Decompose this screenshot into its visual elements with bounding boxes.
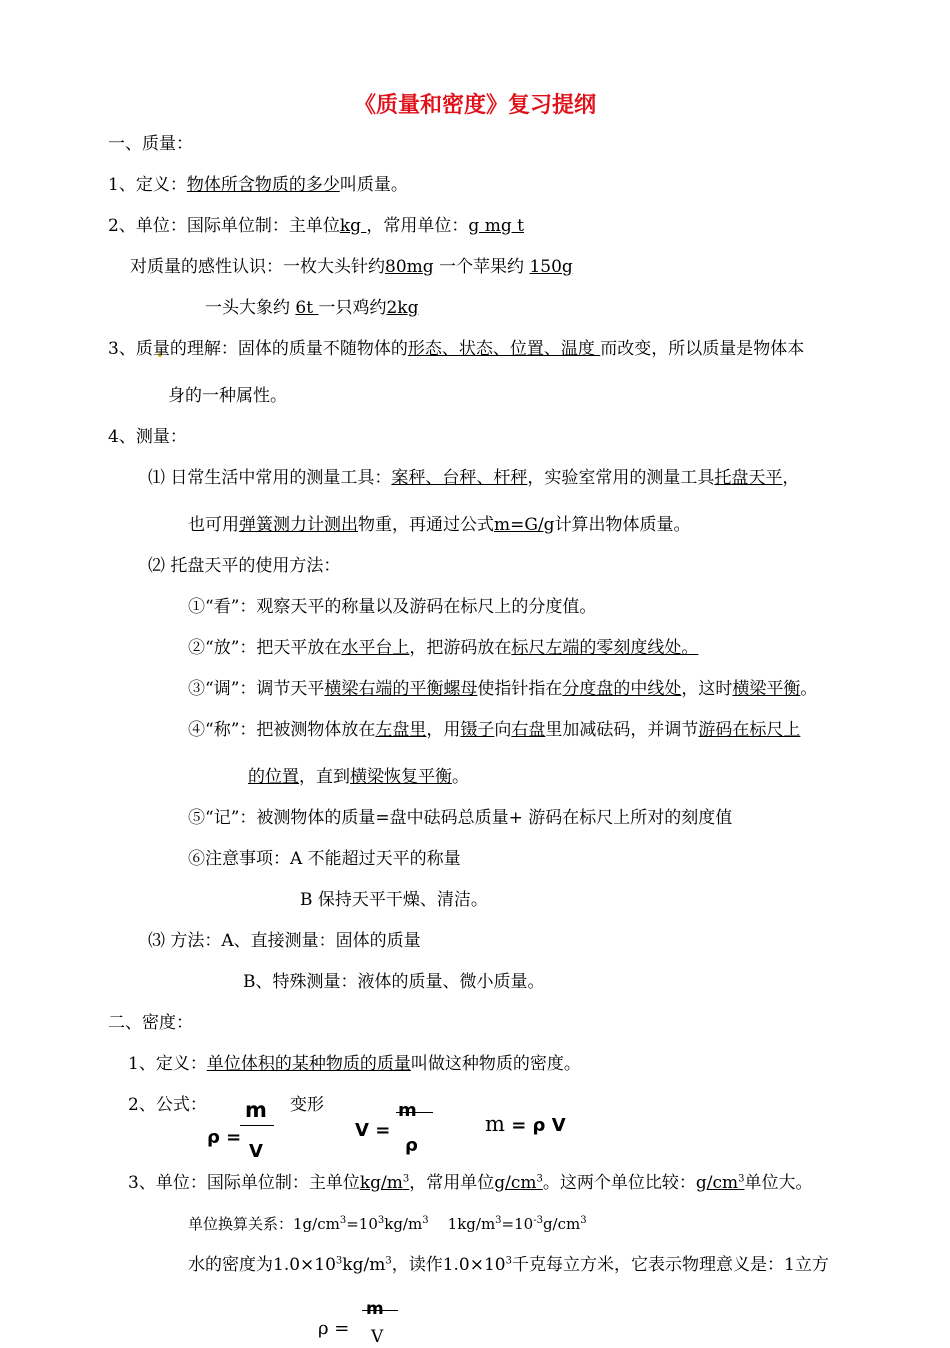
text: ， <box>782 468 800 488</box>
text: =10 <box>501 1215 534 1233</box>
underlined-answer: 横梁右端的平衡螺母 <box>324 679 478 699</box>
underlined-answer: 分度盘的中线处 <box>562 679 682 699</box>
mass-definition <box>108 174 408 196</box>
text: ⑴ 日常生活中常用的测量工具： <box>148 468 392 488</box>
measure-tools <box>148 467 799 489</box>
underlined-answer: 标尺左端的零刻度线处。 <box>511 638 699 658</box>
text: 一只鸡约 <box>318 298 387 318</box>
text: 计算出物体质量。 <box>554 515 691 535</box>
formula-volume-lhs: V = <box>355 1120 391 1141</box>
step-put <box>188 637 698 659</box>
formula-mass-m: m <box>485 1112 505 1136</box>
underlined-answer: 案秤、台秤、杆秤 <box>391 468 528 488</box>
text: 也可用 <box>188 515 239 535</box>
text: 而改变，所以质量是物体本 <box>600 339 805 359</box>
text: ，用 <box>426 720 461 740</box>
underlined-answer <box>360 1173 409 1193</box>
text: =10 <box>346 1215 378 1233</box>
superscript: 3 <box>335 1255 343 1267</box>
fraction-bar <box>240 1125 274 1126</box>
text: 1、定义： <box>108 175 187 195</box>
text: 对质量的感性认识：一枚大头针约 <box>130 257 385 277</box>
density-definition <box>128 1053 581 1075</box>
underlined-answer: 水平台上 <box>341 638 410 658</box>
superscript: 3 <box>580 1215 587 1226</box>
superscript: 3 <box>339 1215 347 1226</box>
text: 使指针指在 <box>477 679 563 699</box>
text: 向 <box>494 720 512 740</box>
fraction-bar <box>396 1112 433 1113</box>
method-direct: ⑶ 方法：A、直接测量：固体的质量 <box>148 931 421 951</box>
text: 3、质量的理解：固体的质量不随物体的 <box>108 339 408 359</box>
text: g/cm <box>494 1173 537 1193</box>
text: g/cm <box>695 1173 739 1193</box>
underlined-answer: 物体所含物质的多少 <box>186 175 340 195</box>
text: ，读作1.0×10 <box>391 1255 506 1275</box>
text: 单位大。 <box>744 1173 813 1193</box>
step-adjust <box>188 678 817 700</box>
mass-sense-line2 <box>205 297 418 319</box>
underlined-answer: 150g <box>529 257 573 277</box>
unit-conversion <box>188 1213 587 1235</box>
text: 3、单位：国际单位制：主单位 <box>128 1173 360 1193</box>
text: 一个苹果约 <box>433 257 530 277</box>
underlined-answer: 的位置 <box>248 767 299 787</box>
superscript: 3 <box>422 1215 429 1226</box>
method-special: B、特殊测量：液体的质量、微小质量。 <box>243 972 545 992</box>
text: 叫做这种物质的密度。 <box>410 1054 581 1074</box>
underlined-answer: 游码在标尺上 <box>698 720 801 740</box>
underlined-answer: 托盘天平 <box>714 468 783 488</box>
formula-transform-label: 变形 <box>290 1095 324 1115</box>
superscript: 3 <box>536 1173 543 1185</box>
text: 物重，再通过公式 <box>358 515 494 535</box>
page-title: 《质量和密度》复习提纲 <box>353 93 596 118</box>
water-density <box>188 1254 829 1276</box>
formula-label: 2、公式： <box>128 1095 207 1115</box>
section-heading-density: 二、密度： <box>108 1013 193 1033</box>
text: 2、单位：国际单位制：主单位 <box>108 216 340 236</box>
mass-sense-line1 <box>130 256 573 278</box>
text: ，实验室常用的测量工具 <box>527 468 715 488</box>
underlined-answer: 2kg <box>386 298 419 318</box>
balance-usage-heading: ⑵ 托盘天平的使用方法： <box>148 556 341 576</box>
step-look: ①“看”：观察天平的称量以及游码在标尺上的分度值。 <box>188 597 597 617</box>
text: 。 <box>800 679 818 699</box>
step-notes-b: B 保持天平干燥、清洁。 <box>300 890 488 910</box>
section-heading-mass: 一、质量： <box>108 134 193 154</box>
superscript: 3 <box>385 1255 392 1267</box>
text: 。这两个单位比较： <box>542 1173 696 1193</box>
fraction-bar <box>362 1310 398 1311</box>
formula-density-bottom-numerator: m <box>366 1299 384 1319</box>
text: ，直到 <box>299 767 350 787</box>
underlined-answer <box>494 1173 543 1193</box>
formula-density-bottom-denominator: V <box>371 1327 384 1347</box>
text: ，常用单位 <box>409 1173 495 1193</box>
formula-mass <box>485 1113 566 1137</box>
formula-density-denominator: V <box>249 1141 263 1162</box>
superscript: -3 <box>533 1215 543 1226</box>
superscript: 3 <box>377 1215 385 1226</box>
mass-unit <box>108 215 524 237</box>
text: 里加减砝码，并调节 <box>545 720 699 740</box>
text: 。 <box>452 767 469 787</box>
underlined-answer: 左盘里 <box>375 720 427 740</box>
text: g/cm <box>542 1215 581 1233</box>
superscript: 3 <box>505 1255 512 1267</box>
underlined-answer: 横梁恢复平衡 <box>350 767 452 787</box>
underlined-answer: m=G/g <box>494 515 555 535</box>
measure-heading: 4、测量： <box>108 427 187 447</box>
measure-spring <box>188 514 691 536</box>
text: ③“调”：调节天平 <box>188 679 325 699</box>
text: kg/m <box>342 1255 386 1275</box>
superscript: 3 <box>495 1215 502 1226</box>
text: 单位换算关系：1g/cm <box>188 1215 340 1233</box>
underlined-answer: 横梁平衡 <box>732 679 801 699</box>
text: 一头大象约 <box>205 298 296 318</box>
text: ，常用单位： <box>366 216 469 236</box>
step-notes: ⑥注意事项：A 不能超过天平的称量 <box>188 849 461 869</box>
underlined-answer: 右盘 <box>511 720 546 740</box>
text: ②“放”：把天平放在 <box>188 638 342 658</box>
text: ，把游码放在 <box>409 638 512 658</box>
underlined-answer: 形态、状态、位置、温度 <box>407 339 601 359</box>
step-weigh-cont <box>248 766 469 788</box>
text: 水的密度为1.0×10 <box>188 1255 336 1275</box>
formula-volume-numerator: m <box>398 1100 417 1121</box>
formula-density-bottom-lhs: ρ = <box>318 1318 350 1339</box>
underlined-answer <box>696 1173 745 1193</box>
text: 千克每立方米，它表示物理意义是：1立方 <box>512 1255 829 1275</box>
underlined-answer: 镊子 <box>460 720 495 740</box>
formula-density-lhs: ρ = <box>207 1127 242 1148</box>
mass-understanding <box>108 338 804 360</box>
text: kg/m <box>384 1215 423 1233</box>
step-weigh <box>188 719 800 741</box>
underlined-answer: g mg t <box>468 216 524 236</box>
superscript: 3 <box>738 1173 745 1185</box>
step-record: ⑤“记”：被测物体的质量=盘中砝码总质量+ 游码在标尺上所对的刻度值 <box>188 808 733 828</box>
text: 1kg/m <box>428 1215 496 1233</box>
underlined-answer: 80mg <box>385 257 434 277</box>
text: 叫质量。 <box>339 175 408 195</box>
formula-volume-denominator: ρ <box>405 1135 418 1156</box>
formula-density-numerator: m <box>245 1098 267 1122</box>
underlined-answer: kg <box>339 216 367 236</box>
text: ，这时 <box>681 679 733 699</box>
density-unit <box>128 1172 813 1194</box>
underlined-answer: 弹簧测力计测出 <box>239 515 358 535</box>
underlined-answer: 6t <box>295 298 319 318</box>
formula-mass-rest: = ρ V <box>504 1115 566 1136</box>
mass-understanding-cont: 身的一种属性。 <box>168 386 287 406</box>
text: 1、定义： <box>128 1054 207 1074</box>
text: ④“称”：把被测物体放在 <box>188 720 376 740</box>
underlined-answer: 单位体积的某种物质的质量 <box>206 1054 411 1074</box>
superscript: 3 <box>402 1173 410 1185</box>
text: kg/m <box>359 1173 403 1193</box>
